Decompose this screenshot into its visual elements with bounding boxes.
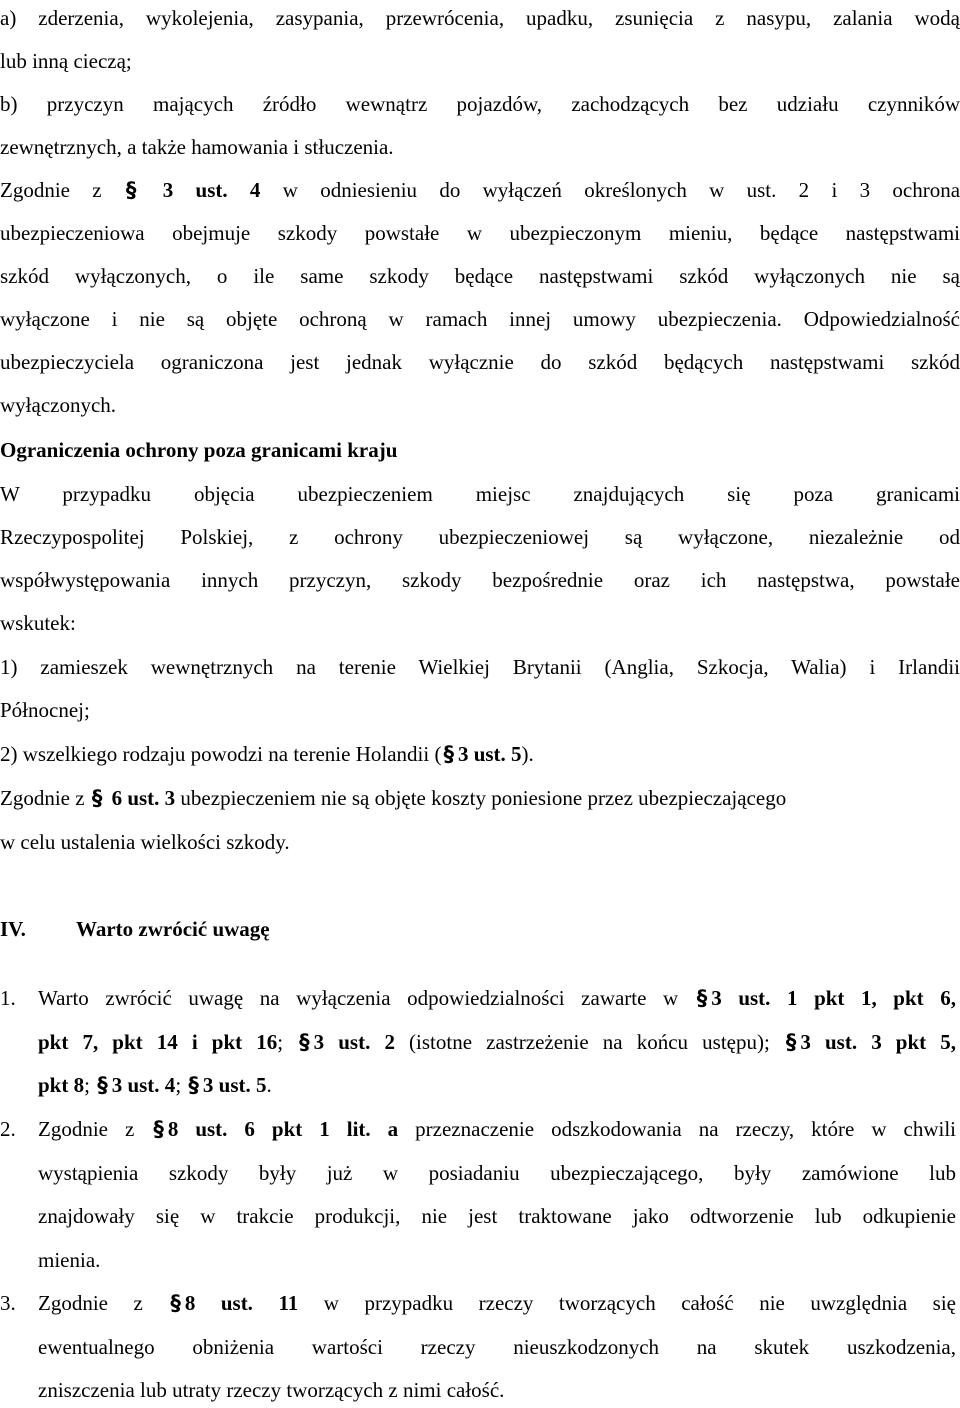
bold-reference: 3 ust. 4 [162,178,261,202]
text-span: a) zderzenia, wykolejenia, zasypania, przewrócenia, upadku, zsunięcia z nasypu, zalania wodą [0,6,960,30]
text-span: lub inną cieczą; [0,49,132,73]
text-span: b) przyczyn mających źródło wewnątrz pojazdów, zachodzących bez udziału czynników [0,92,960,116]
text-span: wyłączone i nie są objęte ochroną w ramach innej umowy ubezpieczenia. Odpowiedzialność [0,307,960,331]
paragraph-sign: § [696,986,708,1010]
text-span: ubezpieczeniowa obejmuje szkody powstałe w ubezpieczonym mieniu, będące następstwami [0,221,960,245]
paragraph-sign: § [170,1291,181,1315]
text-span: ewentualnego obniżenia wartości rzeczy nieuszkodzonych na skutek uszkodzenia, [38,1335,956,1359]
text-span: wyłączonych. [0,393,117,417]
text-span: Zgodnie z [0,786,85,810]
text-span: . [266,1073,272,1097]
text-line [0,350,960,374]
text-line [0,698,960,722]
text-line [0,482,960,506]
section-iv-heading [0,917,400,941]
text-span: ; [84,1073,96,1097]
text-span: zewnętrznych, a także hamowania i stłuczenia. [0,135,394,159]
paragraph-sign: § [125,178,137,202]
text-span: Zgodnie z [38,1291,169,1315]
list-item-line [38,1161,956,1185]
section-number: IV. [0,917,26,941]
text-span: W przypadku objęcia ubezpieczeniem miejsc znajdujących się poza granicami [0,482,960,506]
section-heading [0,438,960,462]
list-number: 2. [0,1117,16,1141]
list-item-line [38,1073,956,1097]
text-span: ubezpieczyciela ograniczona jest jednak wyłącznie do szkód będących następstwami szkód [0,350,960,374]
text-span: 1) zamieszek wewnętrznych na terenie Wielkiej Brytanii (Anglia, Szkocja, Walia) i Irlandii [0,655,960,679]
text-span: ; [277,1030,298,1054]
list-number: 1. [0,986,16,1010]
list-item-line [38,1117,956,1141]
list-item-line [38,1030,956,1054]
bold-reference: 3 ust. 3 pkt 5, [800,1030,956,1054]
paragraph-sign: § [299,1030,310,1054]
text-line [0,178,960,202]
text-line [0,393,960,417]
text-span: mienia. [38,1248,101,1272]
text-line [0,92,960,116]
text-span: ; [175,1073,187,1097]
text-line [0,742,960,766]
paragraph-sign: § [97,1073,108,1097]
text-line [0,611,960,635]
text-line [0,307,960,331]
bold-reference: pkt 8 [38,1073,85,1097]
list-item-line [38,1248,956,1272]
paragraph-sign: § [443,742,454,766]
paragraph-sign: § [188,1073,199,1097]
text-span: szkód wyłączonych, o ile same szkody będące następstwami szkód wyłączonych nie są [0,264,960,288]
text-line [0,525,960,549]
text-line [0,568,960,592]
text-span: wystąpienia szkody były już w posiadaniu ubezpieczającego, były zamówione lub [38,1161,956,1185]
text-line [0,6,960,30]
bold-reference: 3 ust. 4 [111,1073,176,1097]
text-span: 2) wszelkiego rodzaju powodzi na terenie Holandii ( [0,742,442,766]
text-span: w celu ustalenia wielkości szkody. [0,830,290,854]
bold-reference: 8 ust. 11 [184,1291,299,1315]
text-span: (istotne zastrzeżenie na końcu ustępu); [394,1030,784,1054]
text-span: ubezpieczeniem nie są objęte koszty poniesione przez ubezpieczającego [180,786,787,810]
bold-reference: 3 ust. 2 [313,1030,395,1054]
list-number: 3. [0,1291,16,1315]
list-item-line [38,986,956,1010]
text-span: znajdowały się w trakcie produkcji, nie jest traktowane jako odtworzenie lub odkupienie [38,1204,956,1228]
list-item-line [38,1335,956,1359]
text-span: przeznaczenie odszkodowania na rzeczy, które w chwili [398,1117,956,1141]
text-line [0,264,960,288]
text-span: Zgodnie z [0,178,102,202]
bold-reference: 8 ust. 6 pkt 1 lit. a [167,1117,399,1141]
bold-reference: 3 ust. 1 pkt 1, pkt 6, [711,986,956,1010]
text-line [0,786,960,810]
bold-reference: pkt 7, pkt 14 i pkt 16 [38,1030,278,1054]
text-line [0,49,960,73]
text-line [0,221,960,245]
bold-reference: 3 ust. 5 [457,742,522,766]
paragraph-sign: § [785,1030,797,1054]
bold-reference: 6 ust. 3 [111,786,176,810]
text-span: współwystępowania innych przyczyn, szkody bezpośrednie oraz ich następstwa, powstałe [0,568,960,592]
list-item-line [38,1204,956,1228]
text-span: w przypadku rzeczy tworzących całość nie uwzględnia się [298,1291,956,1315]
text-span: w odniesieniu do wyłączeń określonych w ust. 2 i 3 ochrona [282,178,960,202]
text-span: zniszczenia lub utraty rzeczy tworzących z nimi całość. [38,1378,505,1402]
heading-text: Ograniczenia ochrony poza granicami kraju [0,438,398,462]
list-item-line [38,1378,956,1402]
text-span: ). [521,742,534,766]
text-span: Warto zwrócić uwagę na wyłączenia odpowiedzialności zawarte w [38,986,695,1010]
text-span: wskutek: [0,611,76,635]
bold-reference: 3 ust. 5 [202,1073,267,1097]
paragraph-sign: § [91,786,103,810]
text-span: Północnej; [0,698,90,722]
text-span: Zgodnie z [38,1117,152,1141]
text-line [0,135,960,159]
text-line [0,655,960,679]
paragraph-sign: § [153,1117,164,1141]
text-line [0,830,960,854]
list-item-line [38,1291,956,1315]
text-span: Rzeczypospolitej Polskiej, z ochrony ubezpieczeniowej są wyłączone, niezależnie od [0,525,960,549]
section-title: Warto zwrócić uwagę [76,917,270,941]
